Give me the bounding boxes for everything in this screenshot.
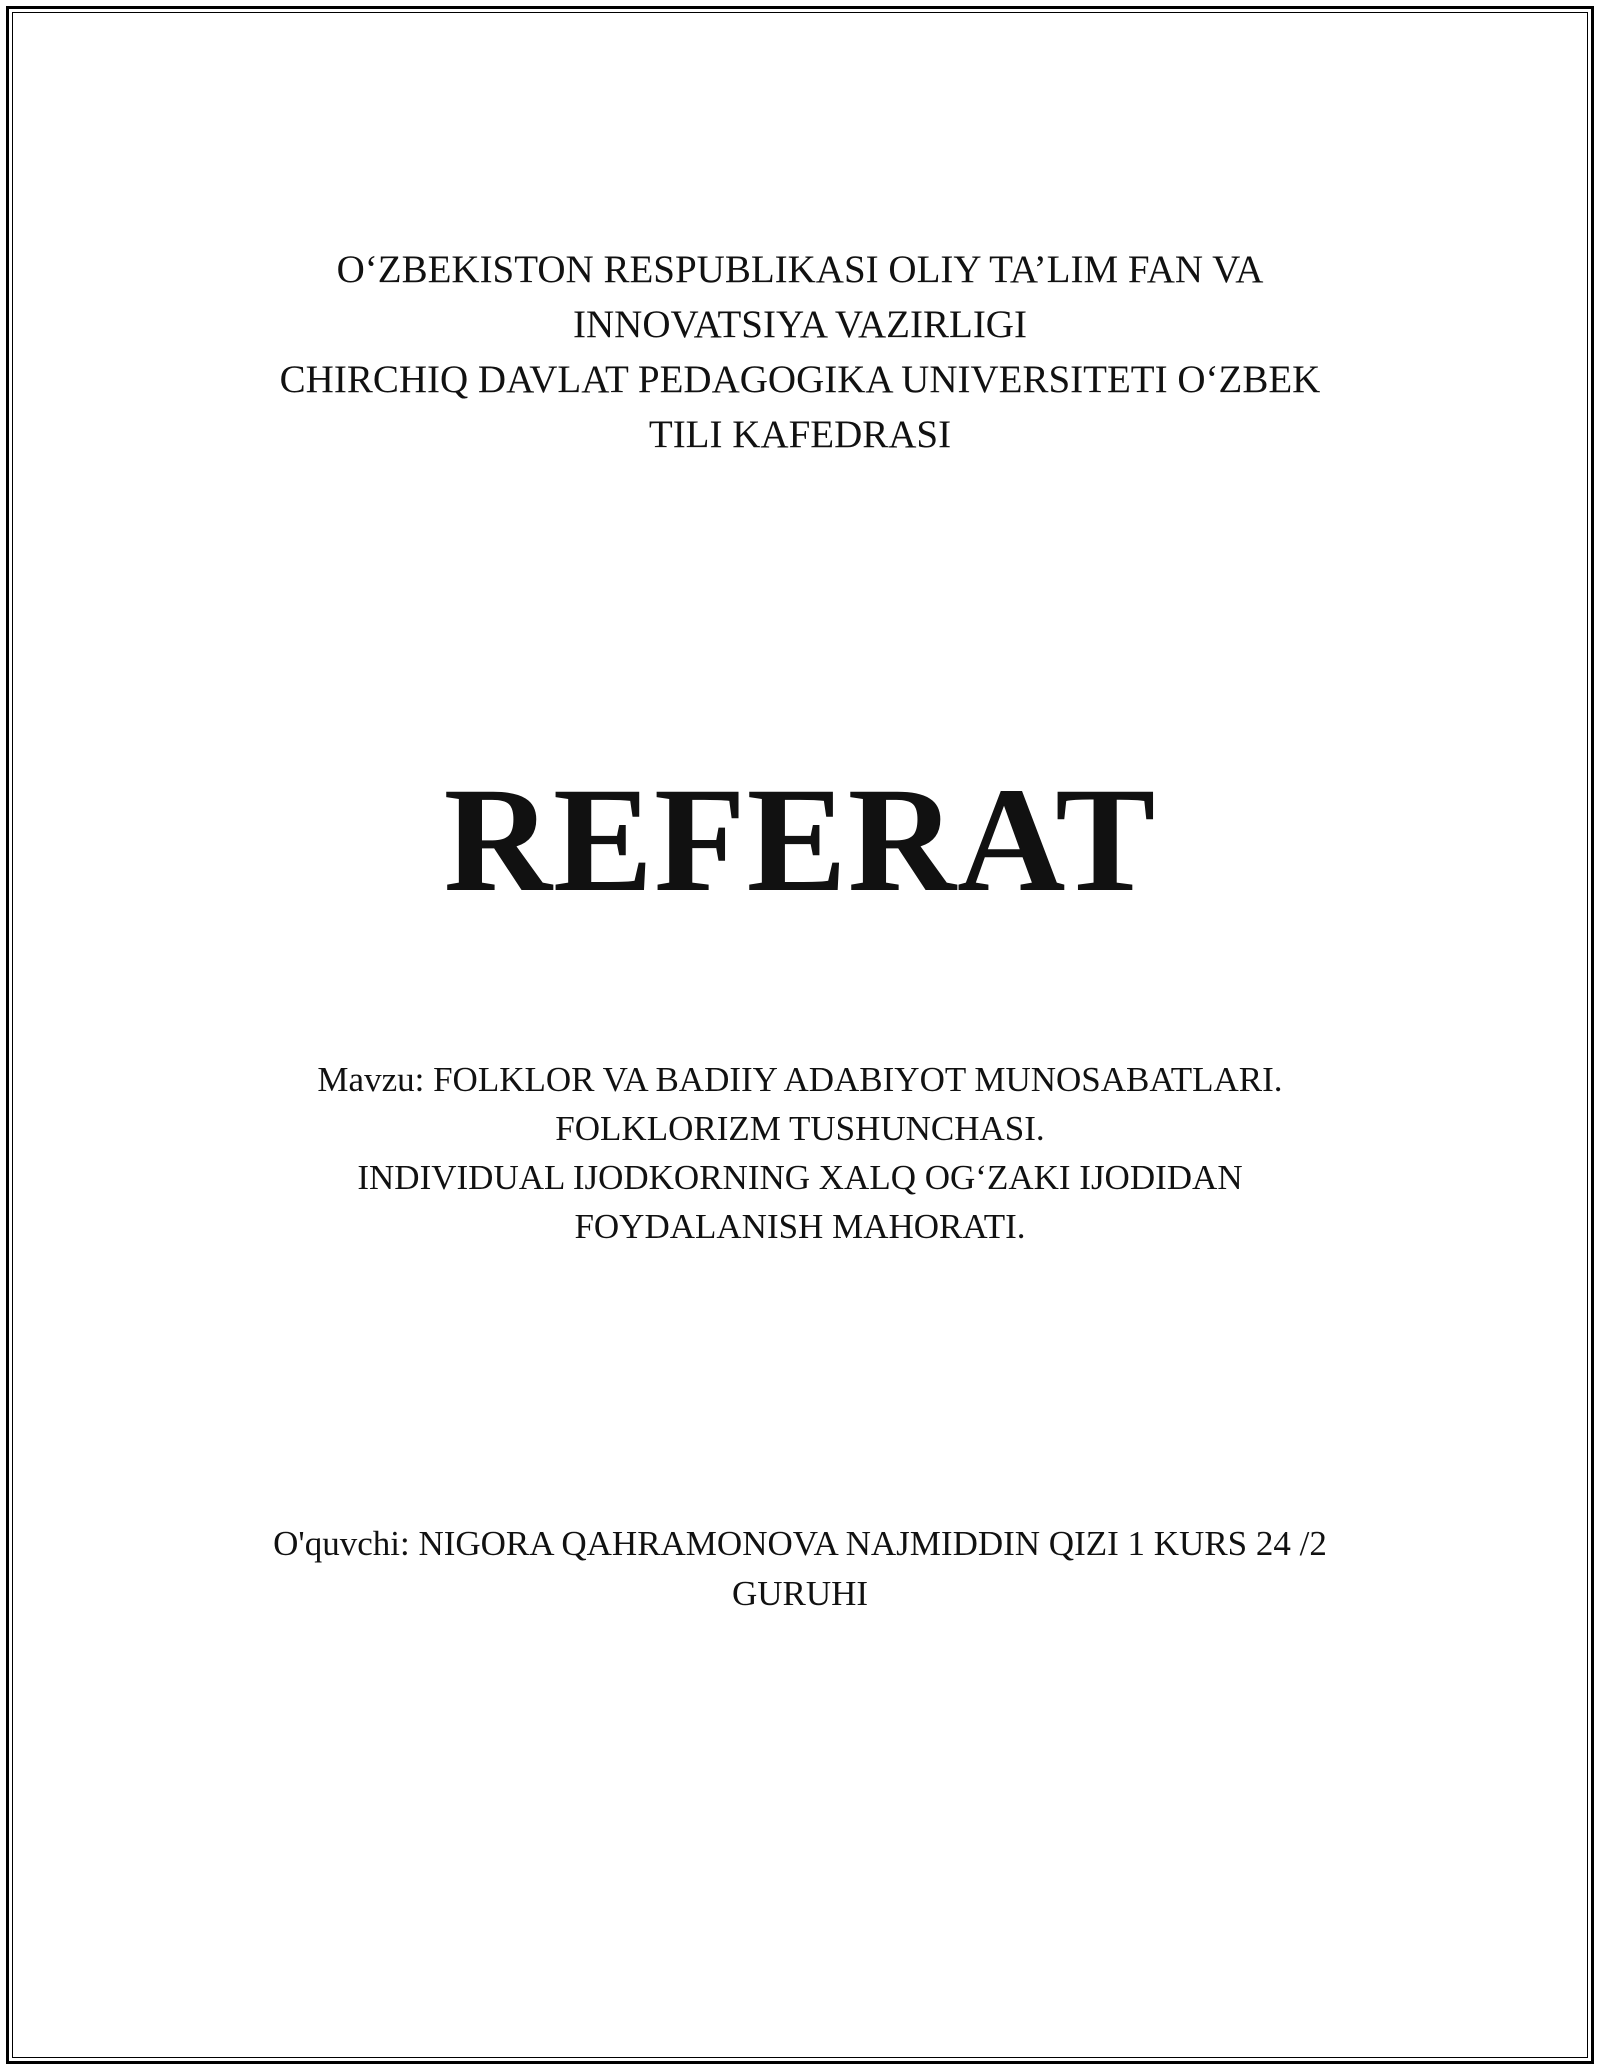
topic-line: FOLKLORIZM TUSHUNCHASI.	[555, 1109, 1045, 1148]
topic-block	[0, 1055, 1600, 1251]
document-title: REFERAT	[443, 757, 1157, 923]
institution-header	[0, 242, 1600, 462]
header-line: INNOVATSIYA VAZIRLIGI	[573, 303, 1027, 346]
student-line: GURUHI	[731, 1574, 869, 1613]
student-line: O'quvchi: NIGORA QAHRAMONOVA NAJMIDDIN QIZI 1 KURS 24 /2	[273, 1524, 1327, 1563]
student-info	[0, 1519, 1600, 1619]
topic-line: Mavzu: FOLKLOR VA BADIIY ADABIYOT MUNOSABATLARI.	[317, 1060, 1283, 1099]
topic-line: FOYDALANISH MAHORATI.	[574, 1207, 1026, 1246]
topic-line: INDIVIDUAL IJODKORNING XALQ OG‘ZAKI IJODIDAN	[357, 1158, 1243, 1197]
header-line: TILI KAFEDRASI	[648, 413, 952, 456]
header-line: CHIRCHIQ DAVLAT PEDAGOGIKA UNIVERSITETI O‘ZBEK	[279, 358, 1321, 401]
header-line: O‘ZBEKISTON RESPUBLIKASI OLIY TA’LIM FAN VA	[336, 248, 1264, 291]
